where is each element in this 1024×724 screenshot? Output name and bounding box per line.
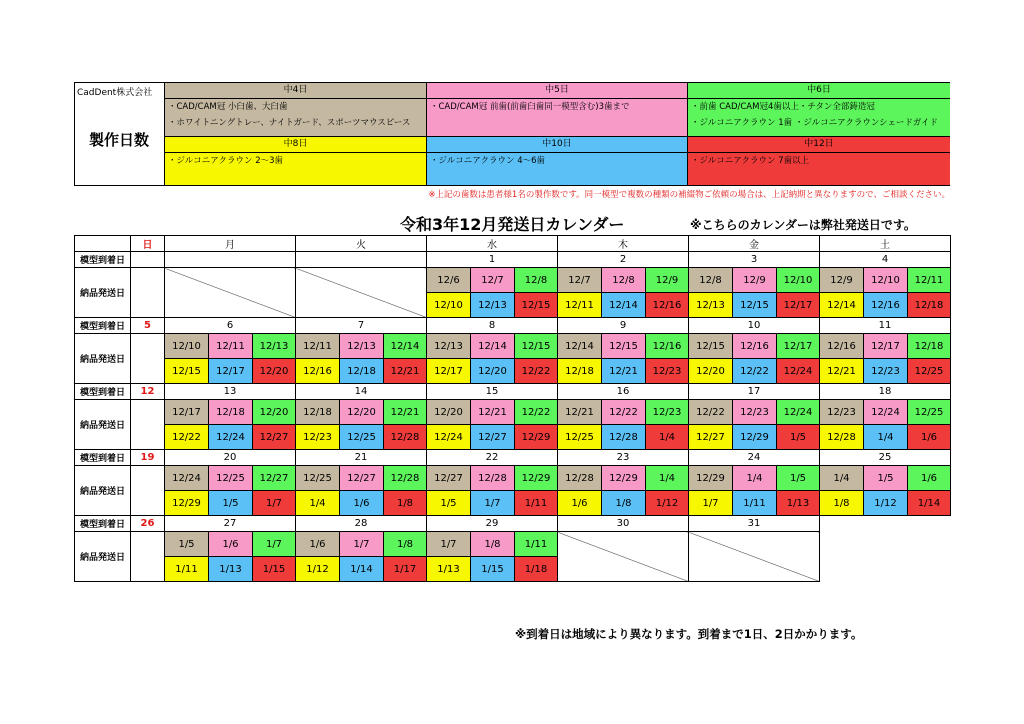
shipping-date-cell: 12/29 xyxy=(602,466,646,491)
shipping-date-cell: 12/16 xyxy=(646,293,689,318)
shipping-date-cell: 12/28 xyxy=(384,466,427,491)
arrival-date xyxy=(820,516,951,532)
shipping-date-cell: 1/6 xyxy=(558,491,602,516)
shipping-date-cell: 12/18 xyxy=(908,334,951,359)
shipping-date-cell: 12/13 xyxy=(689,293,733,318)
production-cell-4days xyxy=(165,83,427,137)
arrival-date: 29 xyxy=(427,516,558,532)
production-note: ※上記の歯数は患者様1名の製作数です。同一模型で複数の種類の補綴物ご依頼の場合は、上記納期と異なりますので、ご相談ください。 xyxy=(428,190,950,200)
shipping-date-cell: 1/11 xyxy=(515,532,558,557)
arrival-row xyxy=(75,384,951,400)
shipping-date-cell: 1/15 xyxy=(253,557,296,582)
shipping-date-cell: 1/14 xyxy=(908,491,951,516)
production-line: ・前歯 CAD/CAM冠4歯以上・チタン全部鋳造冠 xyxy=(691,102,875,112)
shipping-row-label: 納品発送日 xyxy=(75,466,131,516)
shipping-date-cell: 1/13 xyxy=(777,491,820,516)
shipping-date-cell: 12/13 xyxy=(427,334,471,359)
production-days-box xyxy=(74,82,950,186)
shipping-date-cell: 1/7 xyxy=(471,491,515,516)
sunday-empty-cell xyxy=(131,532,165,582)
sunday-empty-cell xyxy=(131,334,165,384)
shipping-date-cell: 12/8 xyxy=(515,268,558,293)
shipping-date-cell: 12/9 xyxy=(820,268,864,293)
shipping-date-cell: 12/18 xyxy=(296,400,340,425)
shipping-date-cell: 12/16 xyxy=(820,334,864,359)
production-cell-12days xyxy=(688,137,950,185)
shipping-date-cell: 12/23 xyxy=(646,400,689,425)
shipping-date-cell: 12/27 xyxy=(471,425,515,450)
shipping-date-cell: 12/24 xyxy=(427,425,471,450)
shipping-date-cell: 12/11 xyxy=(296,334,340,359)
shipping-date-cell: 1/6 xyxy=(908,466,951,491)
shipping-date-cell: 12/20 xyxy=(253,359,296,384)
shipping-date-cell: 12/18 xyxy=(340,359,384,384)
shipping-row-top xyxy=(75,466,951,491)
shipping-row-top xyxy=(75,532,951,557)
shipping-date-cell: 1/14 xyxy=(340,557,384,582)
arrival-row xyxy=(75,450,951,466)
arrival-date: 24 xyxy=(689,450,820,466)
arrival-date: 17 xyxy=(689,384,820,400)
shipping-date-cell: 1/4 xyxy=(296,491,340,516)
sunday-date: 12 xyxy=(131,384,165,400)
shipping-date-cell: 12/17 xyxy=(777,293,820,318)
sunday-date: 26 xyxy=(131,516,165,532)
arrival-row-label: 模型到着日 xyxy=(75,516,131,532)
shipping-date-cell: 12/28 xyxy=(558,466,602,491)
shipping-date-cell: 1/4 xyxy=(646,466,689,491)
sunday-empty-cell xyxy=(131,466,165,516)
shipping-date-cell: 12/23 xyxy=(646,359,689,384)
shipping-date-cell: 12/8 xyxy=(602,268,646,293)
shipping-date-cell: 12/16 xyxy=(296,359,340,384)
shipping-date-cell: 12/11 xyxy=(209,334,253,359)
shipping-date-cell: 1/5 xyxy=(777,425,820,450)
shipping-date-cell: 12/7 xyxy=(471,268,515,293)
shipping-date-cell: 12/21 xyxy=(558,400,602,425)
shipping-date-cell: 12/28 xyxy=(820,425,864,450)
arrival-row-label: 模型到着日 xyxy=(75,318,131,334)
shipping-date-cell: 12/18 xyxy=(908,293,951,318)
arrival-date: 25 xyxy=(820,450,951,466)
arrival-date: 30 xyxy=(558,516,689,532)
shipping-date-cell: 12/23 xyxy=(820,400,864,425)
arrival-date: 10 xyxy=(689,318,820,334)
shipping-row-top xyxy=(75,400,951,425)
weekday-header: 日 xyxy=(131,236,165,252)
shipping-date-cell: 12/24 xyxy=(777,400,820,425)
arrival-date: 16 xyxy=(558,384,689,400)
arrival-date: 4 xyxy=(820,252,951,268)
shipping-date-cell: 12/17 xyxy=(777,334,820,359)
shipping-date-cell: 12/9 xyxy=(646,268,689,293)
production-cell-10days xyxy=(427,137,688,185)
production-line: ・CAD/CAM冠 前歯(前歯臼歯同一模型含む)3歯まで xyxy=(430,102,630,112)
weekday-header: 金 xyxy=(689,236,820,252)
production-line: ・ジルコニアクラウン 1歯 ・ジルコニアクラウンシェードガイド xyxy=(691,118,938,128)
shipping-date-cell: 12/15 xyxy=(165,359,209,384)
shipping-date-cell: 12/13 xyxy=(253,334,296,359)
shipping-date-cell: 12/21 xyxy=(602,359,646,384)
shipping-date-cell: 12/6 xyxy=(427,268,471,293)
shipping-date-cell: 12/18 xyxy=(209,400,253,425)
shipping-date-cell: 12/29 xyxy=(165,491,209,516)
shipping-row-top xyxy=(75,334,951,359)
shipping-date-cell: 12/29 xyxy=(689,466,733,491)
shipping-date-cell: 12/22 xyxy=(602,400,646,425)
calendar-title-note: ※こちらのカレンダーは弊社発送日です。 xyxy=(690,218,916,232)
shipping-date-cell: 1/15 xyxy=(471,557,515,582)
shipping-date-cell: 1/8 xyxy=(820,491,864,516)
arrival-row xyxy=(75,516,951,532)
shipping-row-label: 納品発送日 xyxy=(75,334,131,384)
shipping-date-cell: 1/5 xyxy=(777,466,820,491)
shipping-date-cell: 12/15 xyxy=(515,334,558,359)
shipping-date-cell: 12/14 xyxy=(602,293,646,318)
shipping-date-cell: 1/6 xyxy=(296,532,340,557)
shipping-date-cell: 1/7 xyxy=(427,532,471,557)
shipping-date-cell: 12/9 xyxy=(733,268,777,293)
shipping-date-cell: 12/27 xyxy=(253,466,296,491)
shipping-date-cell: 12/10 xyxy=(427,293,471,318)
weekday-header: 火 xyxy=(296,236,427,252)
shipping-date-cell: 12/21 xyxy=(820,359,864,384)
shipping-date-cell: 1/8 xyxy=(602,491,646,516)
shipping-date-cell: 12/20 xyxy=(340,400,384,425)
shipping-date-cell: 12/17 xyxy=(165,400,209,425)
production-header: 中5日 xyxy=(427,83,687,99)
shipping-date-cell: 1/12 xyxy=(864,491,908,516)
shipping-date-cell: 12/27 xyxy=(427,466,471,491)
shipping-date-cell: 1/7 xyxy=(253,491,296,516)
shipping-date-cell: 12/29 xyxy=(733,425,777,450)
blank-cell xyxy=(820,532,951,582)
no-service-cell xyxy=(689,532,820,582)
shipping-date-cell: 1/17 xyxy=(384,557,427,582)
arrival-date: 31 xyxy=(689,516,820,532)
shipping-date-cell: 1/6 xyxy=(340,491,384,516)
shipping-date-cell: 12/16 xyxy=(864,293,908,318)
shipping-date-cell: 12/23 xyxy=(864,359,908,384)
shipping-date-cell: 1/8 xyxy=(471,532,515,557)
arrival-date: 18 xyxy=(820,384,951,400)
arrival-date: 23 xyxy=(558,450,689,466)
shipping-date-cell: 12/29 xyxy=(515,425,558,450)
shipping-date-cell: 12/28 xyxy=(471,466,515,491)
shipping-date-cell: 1/13 xyxy=(427,557,471,582)
weekday-header: 土 xyxy=(820,236,951,252)
sunday-empty-cell xyxy=(131,400,165,450)
arrival-date: 7 xyxy=(296,318,427,334)
shipping-date-cell: 1/5 xyxy=(209,491,253,516)
shipping-date-cell: 12/24 xyxy=(864,400,908,425)
shipping-date-cell: 12/10 xyxy=(165,334,209,359)
shipping-date-cell: 12/21 xyxy=(384,400,427,425)
shipping-date-cell: 12/25 xyxy=(296,466,340,491)
shipping-date-cell: 12/27 xyxy=(689,425,733,450)
shipping-row-label: 納品発送日 xyxy=(75,268,131,318)
production-header: 中12日 xyxy=(688,137,950,153)
shipping-date-cell: 12/21 xyxy=(471,400,515,425)
shipping-date-cell: 12/24 xyxy=(165,466,209,491)
arrival-footnote: ※到着日は地域により異なります。到着まで1日、2日かかります。 xyxy=(515,627,863,641)
shipping-date-cell: 12/21 xyxy=(384,359,427,384)
shipping-date-cell: 1/8 xyxy=(384,491,427,516)
weekday-header-row xyxy=(75,236,951,252)
arrival-date: 20 xyxy=(165,450,296,466)
shipping-date-cell: 12/11 xyxy=(908,268,951,293)
shipping-date-cell: 12/13 xyxy=(340,334,384,359)
production-line: ・ジルコニアクラウン 2～3歯 xyxy=(168,156,284,166)
shipping-date-cell: 12/29 xyxy=(515,466,558,491)
shipping-date-cell: 12/15 xyxy=(515,293,558,318)
shipping-date-cell: 12/7 xyxy=(558,268,602,293)
shipping-date-cell: 12/17 xyxy=(209,359,253,384)
shipping-date-cell: 12/16 xyxy=(733,334,777,359)
shipping-row-label: 納品発送日 xyxy=(75,400,131,450)
shipping-date-cell: 12/18 xyxy=(558,359,602,384)
shipping-date-cell: 12/22 xyxy=(689,400,733,425)
arrival-date: 9 xyxy=(558,318,689,334)
production-header: 中4日 xyxy=(165,83,426,99)
arrival-date: 13 xyxy=(165,384,296,400)
arrival-date: 11 xyxy=(820,318,951,334)
shipping-date-cell: 1/7 xyxy=(253,532,296,557)
shipping-date-cell: 12/25 xyxy=(908,359,951,384)
calendar-title: 令和3年12月発送日カレンダー xyxy=(400,215,625,234)
production-header: 中8日 xyxy=(165,137,426,153)
shipping-date-cell: 12/14 xyxy=(558,334,602,359)
company-block xyxy=(75,83,165,185)
sunday-date: 5 xyxy=(131,318,165,334)
shipping-date-cell: 1/6 xyxy=(209,532,253,557)
shipping-date-cell: 1/11 xyxy=(733,491,777,516)
shipping-date-cell: 1/4 xyxy=(646,425,689,450)
sunday-date: 19 xyxy=(131,450,165,466)
shipping-date-cell: 12/17 xyxy=(427,359,471,384)
shipping-date-cell: 12/14 xyxy=(384,334,427,359)
shipping-date-cell: 12/8 xyxy=(689,268,733,293)
shipping-date-cell: 12/16 xyxy=(646,334,689,359)
arrival-date: 21 xyxy=(296,450,427,466)
shipping-date-cell: 12/23 xyxy=(733,400,777,425)
shipping-date-cell: 12/25 xyxy=(209,466,253,491)
shipping-date-cell: 12/14 xyxy=(820,293,864,318)
shipping-date-cell: 12/20 xyxy=(253,400,296,425)
shipping-calendar xyxy=(74,235,951,582)
shipping-date-cell: 12/23 xyxy=(296,425,340,450)
shipping-date-cell: 1/13 xyxy=(209,557,253,582)
shipping-date-cell: 1/5 xyxy=(864,466,908,491)
shipping-date-cell: 1/8 xyxy=(384,532,427,557)
arrival-row-label: 模型到着日 xyxy=(75,450,131,466)
shipping-date-cell: 12/27 xyxy=(253,425,296,450)
production-cell-5days xyxy=(427,83,688,137)
shipping-date-cell: 12/20 xyxy=(471,359,515,384)
shipping-date-cell: 12/15 xyxy=(602,334,646,359)
arrival-date: 14 xyxy=(296,384,427,400)
weekday-header: 月 xyxy=(165,236,296,252)
arrival-row xyxy=(75,318,951,334)
company-name: CadDent株式会社 xyxy=(77,88,153,98)
shipping-date-cell: 12/17 xyxy=(864,334,908,359)
shipping-row-bottom xyxy=(75,425,951,450)
production-header: 中10日 xyxy=(427,137,687,153)
production-days-label: 製作日数 xyxy=(88,131,149,149)
arrival-date: 27 xyxy=(165,516,296,532)
shipping-date-cell: 1/4 xyxy=(820,466,864,491)
sunday-empty-cell xyxy=(131,268,165,318)
shipping-date-cell: 12/27 xyxy=(340,466,384,491)
shipping-date-cell: 1/11 xyxy=(165,557,209,582)
shipping-date-cell: 12/28 xyxy=(602,425,646,450)
shipping-row-bottom xyxy=(75,491,951,516)
shipping-date-cell: 1/7 xyxy=(689,491,733,516)
weekday-header: 木 xyxy=(558,236,689,252)
arrival-date: 8 xyxy=(427,318,558,334)
shipping-row-label: 納品発送日 xyxy=(75,532,131,582)
arrival-date: 6 xyxy=(165,318,296,334)
no-service-cell xyxy=(296,268,427,318)
production-line: ・CAD/CAM冠 小臼歯、大臼歯 xyxy=(168,102,288,112)
shipping-date-cell: 1/4 xyxy=(864,425,908,450)
shipping-date-cell: 12/24 xyxy=(209,425,253,450)
shipping-date-cell: 12/22 xyxy=(165,425,209,450)
arrival-date: 3 xyxy=(689,252,820,268)
arrival-date: 28 xyxy=(296,516,427,532)
arrival-row xyxy=(75,252,951,268)
shipping-row-top xyxy=(75,268,951,293)
production-line: ・ジルコニアクラウン 7歯以上 xyxy=(691,156,810,166)
shipping-date-cell: 12/10 xyxy=(777,268,820,293)
shipping-date-cell: 12/10 xyxy=(864,268,908,293)
shipping-date-cell: 12/15 xyxy=(689,334,733,359)
arrival-row-label: 模型到着日 xyxy=(75,384,131,400)
shipping-date-cell: 12/22 xyxy=(733,359,777,384)
arrival-date: 15 xyxy=(427,384,558,400)
no-service-cell xyxy=(165,268,296,318)
shipping-date-cell: 1/6 xyxy=(908,425,951,450)
arrival-date: 2 xyxy=(558,252,689,268)
weekday-header: 水 xyxy=(427,236,558,252)
shipping-date-cell: 12/15 xyxy=(733,293,777,318)
shipping-date-cell: 12/13 xyxy=(471,293,515,318)
shipping-date-cell: 12/14 xyxy=(471,334,515,359)
production-line: ・ジルコニアクラウン 4～6歯 xyxy=(430,156,546,166)
shipping-date-cell: 12/28 xyxy=(384,425,427,450)
shipping-date-cell: 12/25 xyxy=(340,425,384,450)
shipping-date-cell: 12/11 xyxy=(558,293,602,318)
shipping-date-cell: 1/12 xyxy=(296,557,340,582)
arrival-row-label: 模型到着日 xyxy=(75,252,131,268)
shipping-date-cell: 12/22 xyxy=(515,359,558,384)
production-line: ・ホワイトニングトレー、ナイトガード、スポーツマウスピース xyxy=(168,118,411,128)
shipping-row-bottom xyxy=(75,359,951,384)
shipping-date-cell: 12/22 xyxy=(515,400,558,425)
shipping-date-cell: 12/25 xyxy=(908,400,951,425)
arrival-date: 22 xyxy=(427,450,558,466)
shipping-date-cell: 1/11 xyxy=(515,491,558,516)
sunday-date xyxy=(131,252,165,268)
shipping-date-cell: 12/24 xyxy=(777,359,820,384)
corner-cell xyxy=(75,236,131,252)
shipping-date-cell: 1/4 xyxy=(733,466,777,491)
arrival-date xyxy=(165,252,296,268)
production-cell-6days xyxy=(688,83,950,137)
shipping-date-cell: 1/18 xyxy=(515,557,558,582)
shipping-date-cell: 1/5 xyxy=(165,532,209,557)
production-header: 中6日 xyxy=(688,83,950,99)
shipping-date-cell: 1/12 xyxy=(646,491,689,516)
arrival-date: 1 xyxy=(427,252,558,268)
production-cell-8days xyxy=(165,137,427,185)
shipping-date-cell: 12/25 xyxy=(558,425,602,450)
shipping-date-cell: 12/20 xyxy=(427,400,471,425)
shipping-date-cell: 12/20 xyxy=(689,359,733,384)
shipping-date-cell: 1/7 xyxy=(340,532,384,557)
arrival-date xyxy=(296,252,427,268)
shipping-date-cell: 1/5 xyxy=(427,491,471,516)
no-service-cell xyxy=(558,532,689,582)
